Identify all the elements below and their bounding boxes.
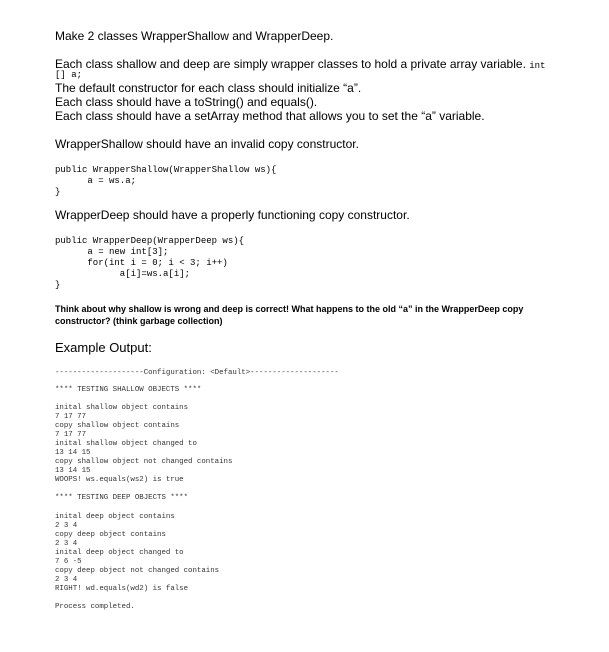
output-line: 13 14 15 <box>55 467 91 475</box>
deep-code-line: a = new int[3]; <box>55 247 169 257</box>
output-line: 2 3 4 <box>55 576 78 584</box>
output-completed: Process completed. <box>55 603 135 611</box>
shallow-code-line: public WrapperShallow(WrapperShallow ws){ <box>55 165 277 175</box>
shallow-code-line: a = ws.a; <box>55 176 137 186</box>
spec-line-5: Each class should have a setArray method that allows you to set the “a” variable. <box>55 109 485 123</box>
intro-line: Make 2 classes WrapperShallow and WrapperDeep. <box>55 29 334 43</box>
output-line: 2 3 4 <box>55 522 78 530</box>
spec-line-1-code: int <box>529 61 546 71</box>
question-text: Think about why shallow is wrong and deep is correct! What happens to the old “a” in the WrapperDeep copy constructor? (think garbage collection) <box>55 304 524 326</box>
output-line: inital deep object changed to <box>55 549 184 557</box>
deep-code-line: public WrapperDeep(WrapperDeep ws){ <box>55 236 245 246</box>
spec-line-4: Each class should have a toString() and equals(). <box>55 95 318 109</box>
deep-code-line: } <box>55 280 61 290</box>
shallow-code-line: } <box>55 187 61 197</box>
output-line: copy deep object not changed contains <box>55 567 220 575</box>
deep-heading: WrapperDeep should have a properly functioning copy constructor. <box>55 208 410 222</box>
output-line: 2 3 4 <box>55 540 78 548</box>
output-shallow-header: **** TESTING SHALLOW OBJECTS **** <box>55 386 202 394</box>
output-line: 13 14 15 <box>55 449 91 457</box>
output-line: copy deep object contains <box>55 531 166 539</box>
output-line: WOOPS! ws.equals(ws2) is true <box>55 476 184 484</box>
deep-code-line: for(int i = 0; i < 3; i++) <box>55 258 228 268</box>
spec-line-1 <box>55 57 545 73</box>
output-line: copy shallow object not changed contains <box>55 458 233 466</box>
shallow-heading: WrapperShallow should have an invalid copy constructor. <box>55 137 359 151</box>
output-deep-header: **** TESTING DEEP OBJECTS **** <box>55 494 189 502</box>
output-line: inital shallow object contains <box>55 404 189 412</box>
output-line: copy shallow object contains <box>55 422 180 430</box>
output-config-line: --------------------Configuration: <Default>-------------------- <box>55 369 339 377</box>
deep-code-line: a[i]=ws.a[i]; <box>55 269 191 279</box>
output-line: RIGHT! wd.equals(wd2) is false <box>55 585 189 593</box>
output-line: inital shallow object changed to <box>55 440 197 448</box>
spec-line-3: The default constructor for each class should initialize “a”. <box>55 81 362 95</box>
output-line: 7 17 77 <box>55 431 87 439</box>
output-line: inital deep object contains <box>55 513 175 521</box>
output-line: 7 6 -5 <box>55 558 82 566</box>
example-heading: Example Output: <box>55 340 152 355</box>
spec-line-1-text: Each class shallow and deep are simply wrapper classes to hold a private array variable. <box>55 57 526 71</box>
output-line: 7 17 77 <box>55 413 87 421</box>
spec-line-2-code: [] a; <box>55 70 83 80</box>
